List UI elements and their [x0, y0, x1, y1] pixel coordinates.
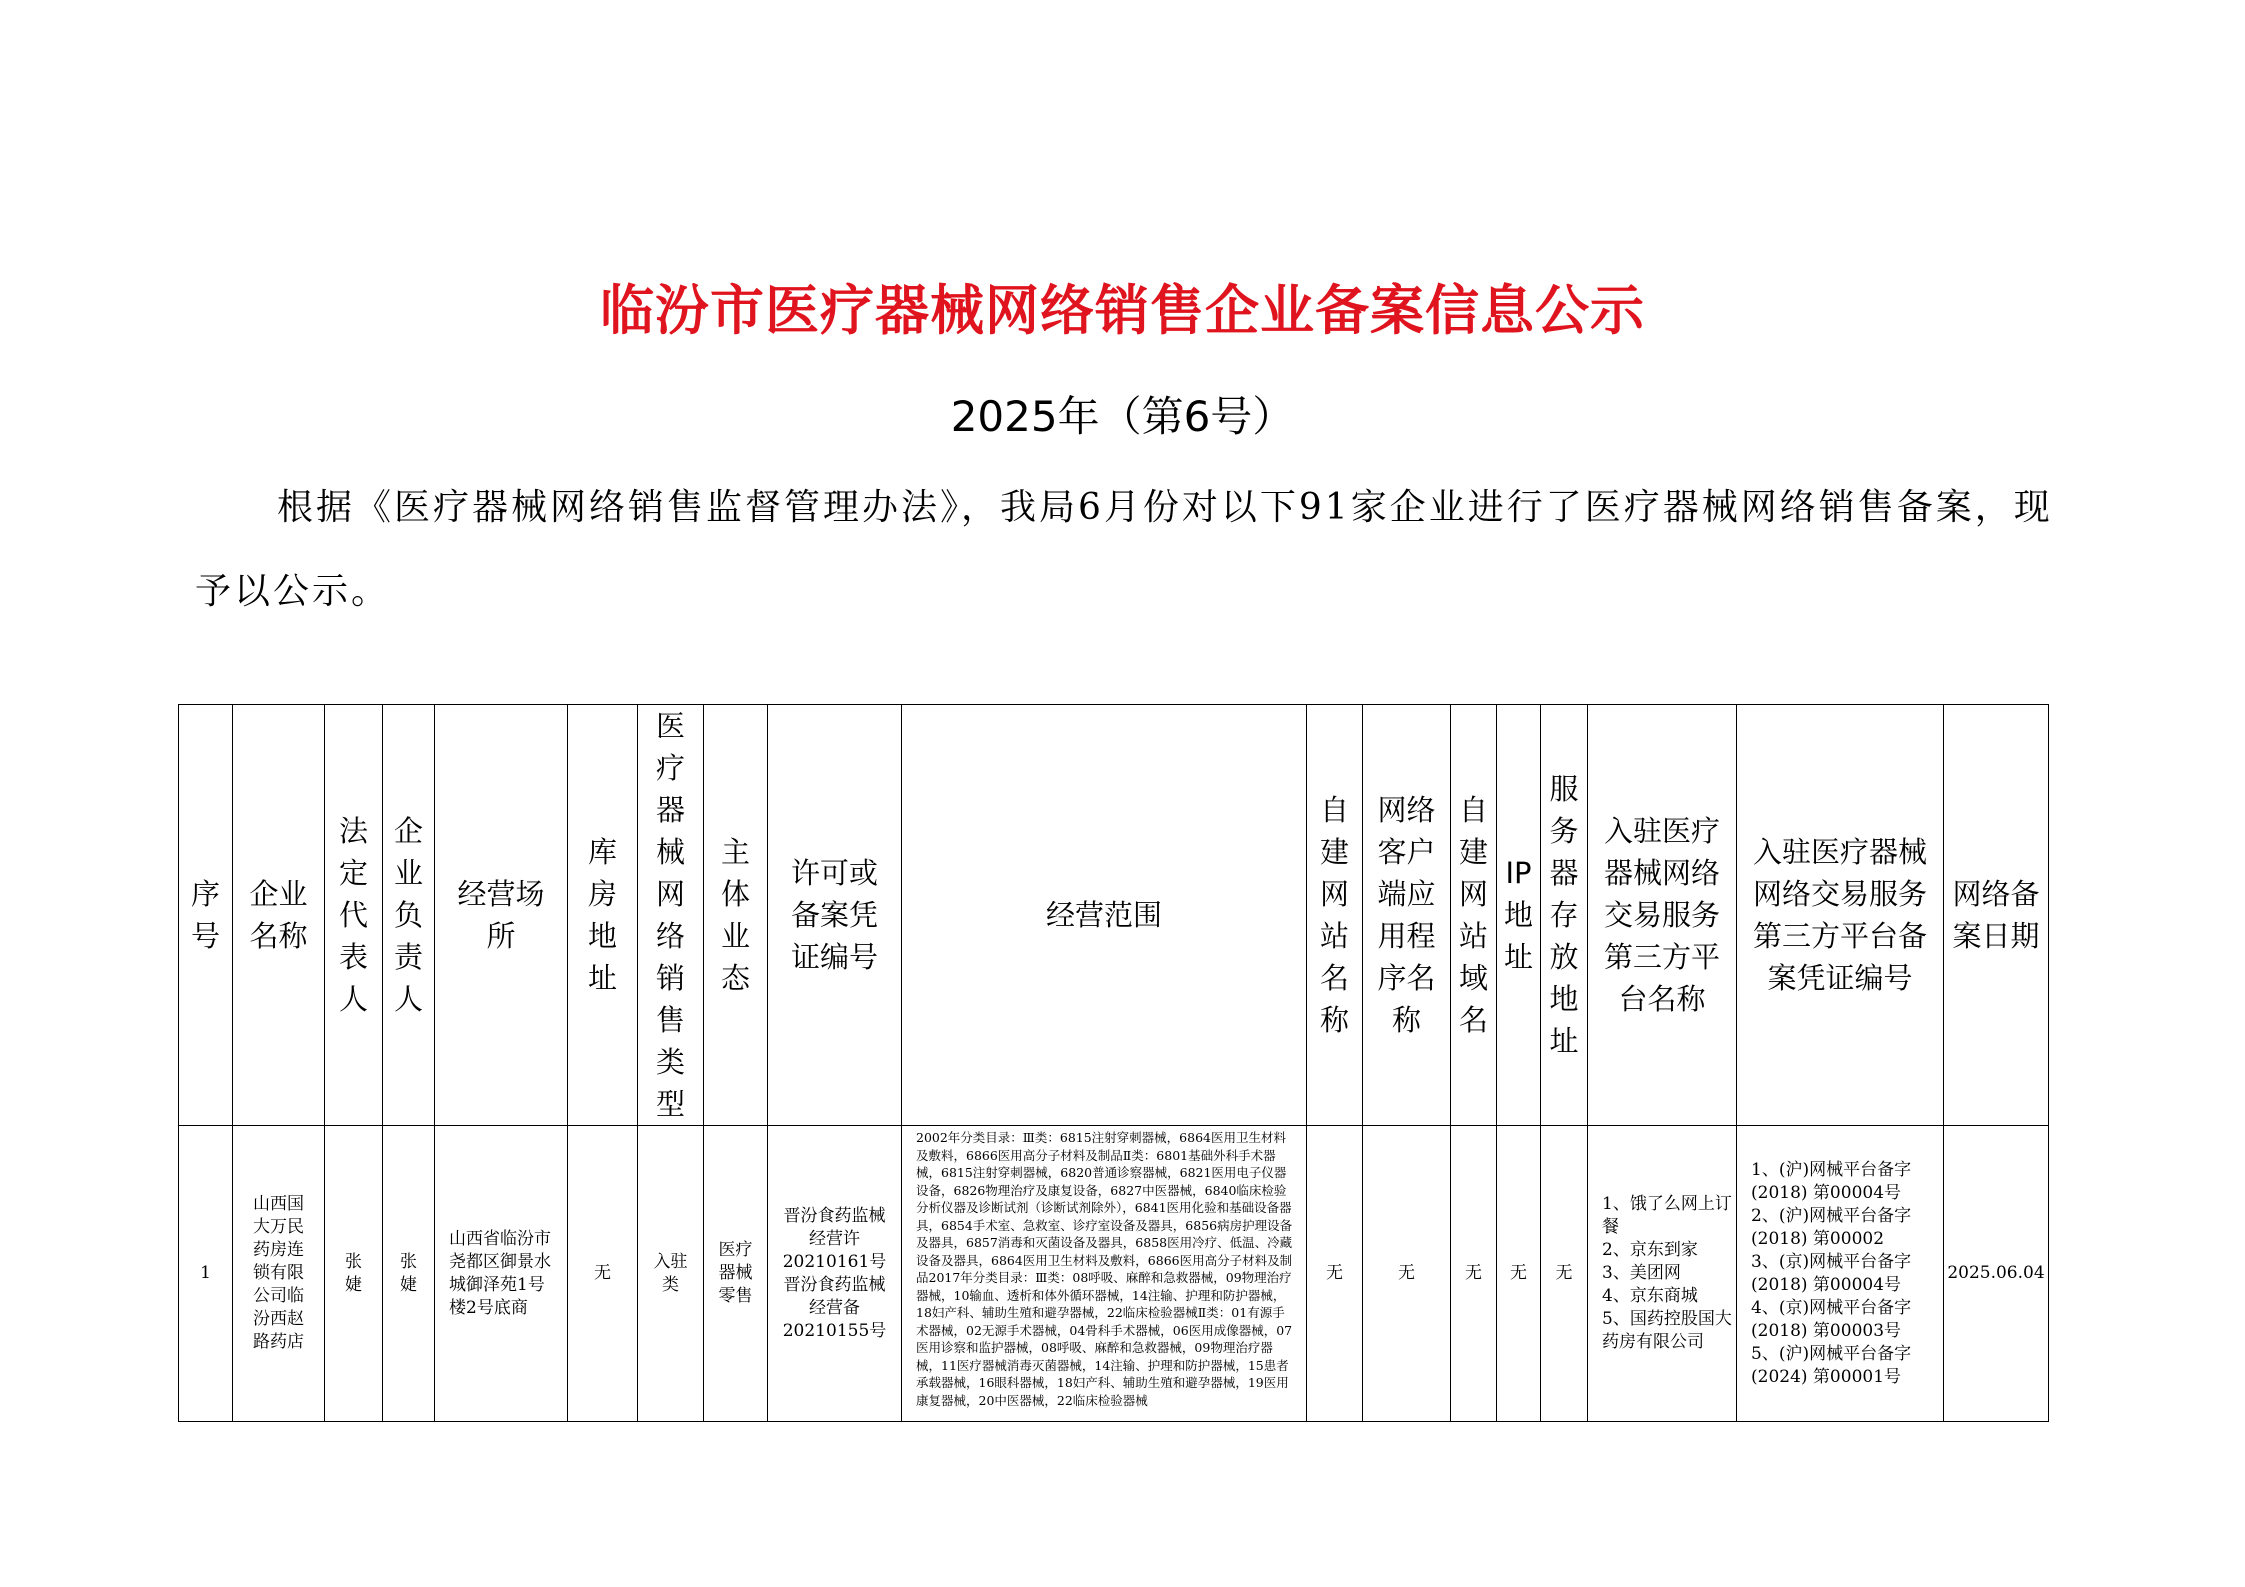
cell-app-name: 无: [1363, 1126, 1451, 1422]
cell-scope: 2002年分类目录：Ⅲ类：6815注射穿刺器械，6864医用卫生材料及敷料，6866医用高分子材料及制品Ⅱ类：6801基础外科手术器械，6815注射穿刺器械，6820普通诊察器械，6821医用电子仪器设备，6826物理治疗及康复设备，6827中医器械，6840临床检验分析仪器及诊断试剂（诊断试剂除外），6841医用化验和基础设备器具，6854手术室、急救室、诊疗室设备及器具，6856病房护理设备及器具，6857消毒和灭菌设备及器具，6858医用冷疗、低温、冷藏设备及器具，6864医用卫生材料及敷料，6866医用高分子材料及制品2017年分类目录：Ⅲ类：08呼吸、麻醉和急救器械，09物理治疗器械，10输血、透析和体外循环器械，14注输、护理和防护器械，18妇产科、辅助生殖和避孕器械，22临床检验器械Ⅱ类：01有源手术器械，02无源手术器械，04骨科手术器械，06医用成像器械，07医用诊察和监护器械，08呼吸、麻醉和急救器械，09物理治疗器械，11医疗器械消毒灭菌器械，14注输、护理和防护器械，15患者承载器械，16眼科器械，18妇产科、辅助生殖和避孕器械，19医用康复器械，20中医器械，22临床检验器械: [902, 1126, 1307, 1422]
header-app-name: 网络客户端应用程序名称: [1363, 705, 1451, 1126]
cell-business-address: 山西省临汾市尧都区御景水城御泽苑1号楼2号底商: [435, 1126, 568, 1422]
cell-ip: 无: [1497, 1126, 1541, 1422]
header-legal-rep: 法定代表人: [325, 705, 383, 1126]
table-row: [179, 1126, 2049, 1422]
cell-sales-type: 入驻类: [638, 1126, 704, 1422]
page-title: 临汾市医疗器械网络销售企业备案信息公示: [600, 279, 1645, 342]
table-header-row: [179, 705, 2049, 1126]
cell-business-form: 医疗器械零售: [704, 1126, 768, 1422]
header-license-no: 许可或备案凭证编号: [768, 705, 902, 1126]
cell-own-site-domain: 无: [1451, 1126, 1497, 1422]
cell-seq: 1: [179, 1126, 233, 1422]
header-business-address: 经营场所: [435, 705, 568, 1126]
header-ip: IP地址: [1497, 705, 1541, 1126]
header-own-site-name: 自建网站名称: [1307, 705, 1363, 1126]
header-own-site-domain: 自建网站域名: [1451, 705, 1497, 1126]
header-seq: 序号: [179, 705, 233, 1126]
cell-company: 山西国大万民药房连锁有限公司临汾西赵路药店: [233, 1126, 325, 1422]
cell-filing-date: 2025.06.04: [1944, 1126, 2049, 1422]
cell-own-site-name: 无: [1307, 1126, 1363, 1422]
intro-paragraph: 根据《医疗器械网络销售监督管理办法》，我局6月份对以下91家企业进行了医疗器械网络销售备案，现予以公示。: [195, 487, 2053, 612]
header-company: 企业名称: [233, 705, 325, 1126]
header-warehouse: 库房地址: [568, 705, 638, 1126]
cell-warehouse: 无: [568, 1126, 638, 1422]
header-filing-date: 网络备案日期: [1944, 705, 2049, 1126]
cell-person-in-charge: 张婕: [383, 1126, 435, 1422]
cell-legal-rep: 张婕: [325, 1126, 383, 1422]
header-platform-name: 入驻医疗器械网络交易服务第三方平台名称: [1588, 705, 1737, 1126]
header-sales-type: 医疗器械网络销售类型: [638, 705, 704, 1126]
page-subtitle: 2025年（第6号）: [950, 392, 1295, 441]
header-platform-cert: 入驻医疗器械网络交易服务第三方平台备案凭证编号: [1737, 705, 1944, 1126]
cell-license-no: 晋汾食药监械经营许20210161号晋汾食药监械经营备20210155号: [768, 1126, 902, 1422]
cell-server-location: 无: [1541, 1126, 1588, 1422]
header-business-form: 主体业态: [704, 705, 768, 1126]
header-person-in-charge: 企业负责人: [383, 705, 435, 1126]
header-scope: 经营范围: [902, 705, 1307, 1126]
cell-platform-cert: 1、(沪)网械平台备字(2018) 第00004号 2、(沪)网械平台备字(2018) 第00002 3、(京)网械平台备字(2018) 第00004号 4、(京)网械平台备字(2018) 第00003号 5、(沪)网械平台备字(2024) 第00001号: [1737, 1126, 1944, 1422]
filing-table: [178, 704, 2049, 1422]
cell-platform-name: 1、饿了么网上订餐 2、京东到家 3、美团网 4、京东商城 5、国药控股国大药房有限公司: [1588, 1126, 1737, 1422]
header-server-location: 服务器存放地址: [1541, 705, 1588, 1126]
